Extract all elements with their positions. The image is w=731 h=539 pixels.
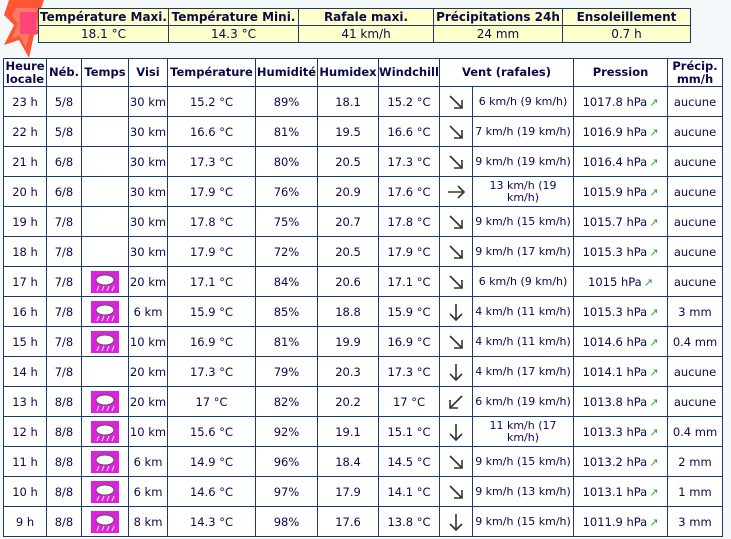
cell-temps <box>82 237 129 267</box>
cell-neb: 7/8 <box>47 237 82 267</box>
cell-neb: 6/8 <box>47 177 82 207</box>
pressure-rising-icon: ↗ <box>643 275 653 289</box>
wind-arrow-icon <box>446 392 466 412</box>
cell-humidex: 18.1 <box>318 87 379 117</box>
cell-temperature: 17.9 °C <box>168 237 256 267</box>
cell-heure: 23 h <box>4 87 47 117</box>
cell-humidex: 20.2 <box>318 387 379 417</box>
cell-windchill: 15.1 °C <box>379 417 440 447</box>
cell-neb: 8/8 <box>47 507 82 537</box>
pressure-value: 1013.2 hPa <box>582 454 648 469</box>
cell-temperature: 16.6 °C <box>168 117 256 147</box>
cell-pression <box>574 387 668 417</box>
pressure-value: 1017.8 hPa <box>582 94 648 109</box>
cell-humidite: 81% <box>256 327 318 357</box>
cell-humidex: 18.8 <box>318 297 379 327</box>
pressure-value: 1013.8 hPa <box>582 394 648 409</box>
wind-arrow-icon <box>446 122 466 142</box>
cell-wind-direction <box>440 87 473 117</box>
cell-humidite: 89% <box>256 87 318 117</box>
cell-wind-direction <box>440 417 473 447</box>
cell-temps <box>82 87 129 117</box>
cell-temps <box>82 447 129 477</box>
rain-cloud-icon <box>91 331 119 353</box>
cell-visi: 10 km <box>129 327 168 357</box>
cell-temperature: 16.9 °C <box>168 327 256 357</box>
cell-neb: 7/8 <box>47 207 82 237</box>
pressure-rising-icon: ↗ <box>649 365 659 379</box>
cell-pression <box>574 147 668 177</box>
cell-heure: 16 h <box>4 297 47 327</box>
col-temperature: Température <box>168 59 256 87</box>
cell-heure: 17 h <box>4 267 47 297</box>
cell-wind-direction <box>440 147 473 177</box>
cell-wind-direction <box>440 387 473 417</box>
cell-visi: 30 km <box>129 117 168 147</box>
cell-pression <box>574 447 668 477</box>
cell-precip: aucune <box>668 387 723 417</box>
pressure-value: 1011.9 hPa <box>582 514 648 529</box>
cell-vent: 6 km/h (19 km/h) <box>473 387 574 417</box>
cell-visi: 8 km <box>129 507 168 537</box>
cell-vent: 13 km/h (19 km/h) <box>473 177 574 207</box>
cell-temps <box>82 507 129 537</box>
cell-visi: 20 km <box>129 387 168 417</box>
cell-heure: 11 h <box>4 447 47 477</box>
table-row <box>4 87 723 117</box>
summary-value: 41 km/h <box>299 26 434 43</box>
daily-summary-table <box>38 8 691 43</box>
cell-vent: 9 km/h (15 km/h) <box>473 207 574 237</box>
col-neb: Néb. <box>47 59 82 87</box>
rain-cloud-icon <box>91 511 119 533</box>
summary-value: 14.3 °C <box>169 26 299 43</box>
wind-arrow-icon <box>446 212 466 232</box>
cell-humidex: 19.1 <box>318 417 379 447</box>
cell-pression <box>574 117 668 147</box>
cell-neb: 7/8 <box>47 267 82 297</box>
cell-windchill: 14.1 °C <box>379 477 440 507</box>
wind-arrow-icon <box>446 362 466 382</box>
cell-temps <box>82 357 129 387</box>
cell-precip: aucune <box>668 177 723 207</box>
cell-visi: 30 km <box>129 147 168 177</box>
cell-vent: 6 km/h (9 km/h) <box>473 267 574 297</box>
cell-precip: aucune <box>668 147 723 177</box>
col-precip: Précip. mm/h <box>668 59 723 87</box>
cell-visi: 6 km <box>129 447 168 477</box>
pressure-value: 1015.3 hPa <box>582 304 648 319</box>
summary-header: Température Mini. <box>169 9 299 26</box>
cell-visi: 30 km <box>129 207 168 237</box>
cell-heure: 22 h <box>4 117 47 147</box>
cell-precip: aucune <box>668 357 723 387</box>
cell-humidite: 75% <box>256 207 318 237</box>
pressure-value: 1015.7 hPa <box>582 214 648 229</box>
cell-wind-direction <box>440 237 473 267</box>
summary-value: 0.7 h <box>563 26 691 43</box>
hourly-observations-table <box>3 58 723 537</box>
cell-humidite: 82% <box>256 387 318 417</box>
table-row <box>4 387 723 417</box>
cell-pression <box>574 477 668 507</box>
cell-vent: 9 km/h (19 km/h) <box>473 147 574 177</box>
cell-vent: 11 km/h (17 km/h) <box>473 417 574 447</box>
cell-wind-direction <box>440 177 473 207</box>
cell-wind-direction <box>440 477 473 507</box>
rain-cloud-icon <box>91 391 119 413</box>
wind-arrow-icon <box>446 92 466 112</box>
cell-wind-direction <box>440 327 473 357</box>
cell-precip: aucune <box>668 267 723 297</box>
wind-arrow-icon <box>446 332 466 352</box>
cell-precip: 2 mm <box>668 447 723 477</box>
rain-cloud-icon <box>91 301 119 323</box>
pressure-value: 1016.9 hPa <box>582 124 648 139</box>
pressure-rising-icon: ↗ <box>649 515 659 529</box>
cell-temps <box>82 267 129 297</box>
cell-windchill: 15.9 °C <box>379 297 440 327</box>
cell-vent: 9 km/h (15 km/h) <box>473 447 574 477</box>
cell-neb: 7/8 <box>47 327 82 357</box>
cell-heure: 12 h <box>4 417 47 447</box>
cell-wind-direction <box>440 117 473 147</box>
pressure-value: 1014.6 hPa <box>582 334 648 349</box>
cell-wind-direction <box>440 447 473 477</box>
cell-humidex: 17.9 <box>318 477 379 507</box>
wind-arrow-icon <box>446 512 466 532</box>
cell-temperature: 14.6 °C <box>168 477 256 507</box>
cell-temperature: 17 °C <box>168 387 256 417</box>
table-row <box>4 447 723 477</box>
pressure-value: 1014.1 hPa <box>582 364 648 379</box>
cell-precip: 3 mm <box>668 507 723 537</box>
cell-windchill: 17.3 °C <box>379 357 440 387</box>
cell-humidite: 97% <box>256 477 318 507</box>
table-row <box>4 327 723 357</box>
rain-cloud-icon <box>91 421 119 443</box>
cell-windchill: 17.6 °C <box>379 177 440 207</box>
cell-temps <box>82 387 129 417</box>
cell-wind-direction <box>440 267 473 297</box>
cell-temperature: 15.6 °C <box>168 417 256 447</box>
cell-wind-direction <box>440 507 473 537</box>
cell-visi: 6 km <box>129 477 168 507</box>
cell-temperature: 17.9 °C <box>168 177 256 207</box>
col-heure: Heure locale <box>5 58 45 86</box>
cell-visi: 30 km <box>129 177 168 207</box>
cell-temperature: 17.1 °C <box>168 267 256 297</box>
cell-vent: 7 km/h (19 km/h) <box>473 117 574 147</box>
cell-visi: 30 km <box>129 237 168 267</box>
cell-temperature: 17.3 °C <box>168 357 256 387</box>
cell-heure: 21 h <box>4 147 47 177</box>
cell-heure: 18 h <box>4 237 47 267</box>
col-humidex: Humidex <box>318 59 379 87</box>
cell-temperature: 14.3 °C <box>168 507 256 537</box>
wind-arrow-icon <box>446 302 466 322</box>
pressure-value: 1016.4 hPa <box>582 154 648 169</box>
rain-cloud-icon <box>91 271 119 293</box>
cell-wind-direction <box>440 357 473 387</box>
wind-arrow-icon <box>446 482 466 502</box>
cell-precip: aucune <box>668 117 723 147</box>
cell-windchill: 14.5 °C <box>379 447 440 477</box>
cell-windchill: 17.1 °C <box>379 267 440 297</box>
cell-humidex: 18.4 <box>318 447 379 477</box>
cell-precip: 3 mm <box>668 297 723 327</box>
cell-precip: 1 mm <box>668 477 723 507</box>
pressure-rising-icon: ↗ <box>649 305 659 319</box>
cell-humidex: 20.5 <box>318 237 379 267</box>
cell-humidite: 79% <box>256 357 318 387</box>
cell-humidite: 98% <box>256 507 318 537</box>
table-row <box>4 207 723 237</box>
cell-humidex: 20.6 <box>318 267 379 297</box>
cell-pression <box>574 327 668 357</box>
col-visi: Visi <box>129 59 168 87</box>
cell-neb: 6/8 <box>47 147 82 177</box>
cell-temperature: 17.3 °C <box>168 147 256 177</box>
pressure-value: 1015.9 hPa <box>582 184 648 199</box>
cell-humidex: 17.6 <box>318 507 379 537</box>
cell-heure: 19 h <box>4 207 47 237</box>
cell-temps <box>82 207 129 237</box>
rain-cloud-icon <box>91 481 119 503</box>
pressure-value: 1015 hPa <box>588 274 642 289</box>
cell-windchill: 17.9 °C <box>379 237 440 267</box>
wind-arrow-icon <box>446 452 466 472</box>
table-row <box>4 417 723 447</box>
cell-windchill: 17.3 °C <box>379 147 440 177</box>
cell-temps <box>82 177 129 207</box>
cell-visi: 10 km <box>129 417 168 447</box>
pressure-rising-icon: ↗ <box>649 455 659 469</box>
cell-visi: 30 km <box>129 87 168 117</box>
cell-vent: 9 km/h (15 km/h) <box>473 507 574 537</box>
cell-humidex: 20.5 <box>318 147 379 177</box>
summary-value: 18.1 °C <box>39 26 169 43</box>
wind-arrow-icon <box>446 152 466 172</box>
cell-heure: 9 h <box>4 507 47 537</box>
cell-neb: 8/8 <box>47 477 82 507</box>
pressure-rising-icon: ↗ <box>649 485 659 499</box>
cell-precip: 0.4 mm <box>668 417 723 447</box>
cell-humidex: 19.9 <box>318 327 379 357</box>
cell-temps <box>82 477 129 507</box>
cell-visi: 20 km <box>129 267 168 297</box>
cell-temperature: 14.9 °C <box>168 447 256 477</box>
cell-humidex: 20.9 <box>318 177 379 207</box>
cell-pression <box>574 237 668 267</box>
rain-cloud-icon <box>91 451 119 473</box>
cell-windchill: 16.6 °C <box>379 117 440 147</box>
table-row <box>4 477 723 507</box>
pressure-rising-icon: ↗ <box>649 95 659 109</box>
cell-neb: 5/8 <box>47 87 82 117</box>
cell-windchill: 13.8 °C <box>379 507 440 537</box>
table-header-row <box>4 59 723 87</box>
cell-precip: 0.4 mm <box>668 327 723 357</box>
pressure-value: 1015.3 hPa <box>582 244 648 259</box>
cell-humidex: 20.3 <box>318 357 379 387</box>
cell-precip: aucune <box>668 87 723 117</box>
cell-temps <box>82 417 129 447</box>
summary-header: Ensoleillement <box>563 9 691 26</box>
cell-pression <box>574 177 668 207</box>
cell-visi: 6 km <box>129 297 168 327</box>
cell-pression <box>574 297 668 327</box>
wind-arrow-icon <box>446 182 466 202</box>
summary-header: Précipitations 24h <box>434 9 563 26</box>
cell-heure: 13 h <box>4 387 47 417</box>
summary-header: Rafale maxi. <box>299 9 434 26</box>
cell-neb: 8/8 <box>47 447 82 477</box>
cell-neb: 7/8 <box>47 297 82 327</box>
cell-humidite: 84% <box>256 267 318 297</box>
pressure-value: 1013.1 hPa <box>582 484 648 499</box>
table-row <box>4 117 723 147</box>
cell-visi: 20 km <box>129 357 168 387</box>
pressure-rising-icon: ↗ <box>649 335 659 349</box>
cell-temps <box>82 117 129 147</box>
cell-humidite: 96% <box>256 447 318 477</box>
cell-temps <box>82 327 129 357</box>
cell-humidite: 81% <box>256 117 318 147</box>
cell-windchill: 17 °C <box>379 387 440 417</box>
cell-humidex: 19.5 <box>318 117 379 147</box>
summary-header: Température Maxi. <box>40 10 167 24</box>
cell-neb: 8/8 <box>47 387 82 417</box>
col-windchill: Windchill <box>379 59 440 87</box>
pressure-rising-icon: ↗ <box>649 155 659 169</box>
cell-heure: 20 h <box>4 177 47 207</box>
cell-temps <box>82 147 129 177</box>
cell-vent: 9 km/h (17 km/h) <box>473 237 574 267</box>
pressure-rising-icon: ↗ <box>649 425 659 439</box>
cell-vent: 4 km/h (11 km/h) <box>473 297 574 327</box>
cell-neb: 5/8 <box>47 117 82 147</box>
pressure-rising-icon: ↗ <box>649 395 659 409</box>
cell-humidite: 72% <box>256 237 318 267</box>
cell-pression <box>574 357 668 387</box>
cell-temperature: 15.2 °C <box>168 87 256 117</box>
cell-pression <box>574 267 668 297</box>
cell-pression <box>574 207 668 237</box>
pressure-rising-icon: ↗ <box>649 125 659 139</box>
pressure-rising-icon: ↗ <box>649 185 659 199</box>
col-temps: Temps <box>82 59 129 87</box>
cell-humidex: 20.7 <box>318 207 379 237</box>
cell-humidite: 92% <box>256 417 318 447</box>
cell-heure: 10 h <box>4 477 47 507</box>
col-humidite: Humidité <box>256 59 318 87</box>
cell-vent: 9 km/h (13 km/h) <box>473 477 574 507</box>
cell-temperature: 17.8 °C <box>168 207 256 237</box>
table-row <box>4 297 723 327</box>
table-body <box>4 87 723 537</box>
cell-pression <box>574 87 668 117</box>
cell-pression <box>574 417 668 447</box>
cell-humidite: 80% <box>256 147 318 177</box>
cell-humidite: 85% <box>256 297 318 327</box>
cell-heure: 14 h <box>4 357 47 387</box>
cell-windchill: 15.2 °C <box>379 87 440 117</box>
cell-temps <box>82 297 129 327</box>
cell-precip: aucune <box>668 207 723 237</box>
pressure-value: 1013.3 hPa <box>582 424 648 439</box>
cell-vent: 4 km/h (17 km/h) <box>473 357 574 387</box>
summary-header-row <box>39 9 691 26</box>
cell-temperature: 15.9 °C <box>168 297 256 327</box>
cell-windchill: 17.8 °C <box>379 207 440 237</box>
table-row <box>4 237 723 267</box>
table-row <box>4 507 723 537</box>
cell-neb: 7/8 <box>47 357 82 387</box>
cell-humidite: 76% <box>256 177 318 207</box>
cell-wind-direction <box>440 207 473 237</box>
wind-arrow-icon <box>446 272 466 292</box>
summary-values-row <box>39 26 691 43</box>
cell-vent: 4 km/h (11 km/h) <box>473 327 574 357</box>
cell-neb: 8/8 <box>47 417 82 447</box>
col-pression: Pression <box>574 59 668 87</box>
cell-wind-direction <box>440 297 473 327</box>
wind-arrow-icon <box>446 242 466 262</box>
col-vent: Vent (rafales) <box>440 59 574 87</box>
cell-heure: 15 h <box>4 327 47 357</box>
table-row <box>4 147 723 177</box>
table-row <box>4 177 723 207</box>
cell-precip: aucune <box>668 237 723 267</box>
summary-value: 24 mm <box>434 26 563 43</box>
cell-pression <box>574 507 668 537</box>
pressure-rising-icon: ↗ <box>649 215 659 229</box>
table-row <box>4 357 723 387</box>
pressure-rising-icon: ↗ <box>649 245 659 259</box>
cell-windchill: 16.9 °C <box>379 327 440 357</box>
wind-arrow-icon <box>446 422 466 442</box>
table-row <box>4 267 723 297</box>
cell-vent: 6 km/h (9 km/h) <box>473 87 574 117</box>
